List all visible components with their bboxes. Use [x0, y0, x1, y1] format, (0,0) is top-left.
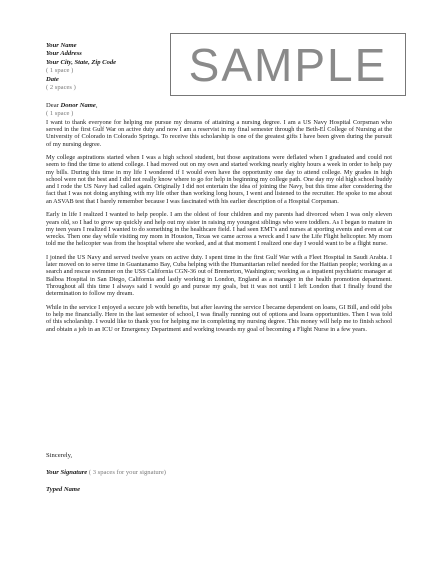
spacing-hint: ( 1 space ) — [46, 110, 74, 118]
sender-block — [46, 42, 116, 92]
spacer — [46, 477, 166, 485]
spacing-hint: ( 2 spaces ) — [46, 84, 76, 92]
sample-watermark-text: SAMPLE — [188, 38, 388, 91]
paragraph: I joined the US Navy and served twelve years on active duty. I spent time in the first Gulf War with a Fleet Hospital in Saudi Arabia. I later moved on to serve time in Guantanamo Bay, Cuba helping with the Humanitarian relief needed for the Haitian people; working as a search and rescue swimmer on the USS California CGN-36 out of Bremerton, Washington; working as a inpatient psychiatric manager at Balboa Hospital in San Diego, California and lastly working in London, England as a manager in the health promotion department. Throughout all this time I always said I would go and pursue my goals, but it was not until I left London that I finally found the determination to follow my dream. — [46, 253, 392, 298]
paragraph: While in the service I enjoyed a secure job with benefits, but after leaving the service I became dependent on loans, GI Bill, and odd jobs to help me financially. Here in the last semester of school, I was finally running out of options and loans opportunities. Then I was told of this scholarship. I would like to thank you for helping me in completing my nursing degree. This money will help me to finish school and obtain a job in an ICU or Emergency Department and working towards my goal of becoming a Flight Nurse in a few years. — [46, 303, 392, 333]
closing-phrase: Sincerely, — [46, 452, 73, 459]
sender-name: Your Name — [46, 42, 77, 49]
closing-block — [46, 452, 166, 494]
signature-label: Your Signature — [46, 468, 88, 476]
sender-address: Your Address — [46, 50, 82, 58]
salutation-suffix: , — [95, 102, 98, 109]
typed-name: Typed Name — [46, 485, 80, 493]
spacer — [46, 460, 166, 468]
salutation — [46, 102, 392, 110]
paragraph: I want to thank everyone for helping me pursue my dreams of attaining a nursing degree. I am a US Navy Hospital Corpsman who served in the first Gulf War on active duty and now I am a reservist in my final semester through the Beth-El College of Nursing at the University of Colorado in Colorado Springs. To receive this scholarship is one of the greatest gifts I have been given during the pursuit of my nursing degree. — [46, 118, 392, 148]
donor-name: Donor Name — [60, 102, 96, 109]
salutation-prefix: Dear — [46, 102, 61, 109]
paragraph: My college aspirations started when I was a high school student, but those aspirations were deflated when I graduated and could not seem to find the time to attend college. I had moved out on my own and started working nearly eighty hours a week in order to help pay my bills. During this time in my life I wondered if I would even have the opportunity one day to attend college. My grades in high school were not the best and I did not really know where to go for help in beginning my college path. One day my old high school buddy and I rode the US Navy had called again. Originally I did not entertain the idea of joining the Navy, but this time after considering the fact that I was not doing anything with my life other than working long hours, I went and listened to the recruiter. He spoke to me about an ASVAB test that I barely remember because I was fascinated with his earlier description of a Hospital Corpsman. — [46, 154, 392, 205]
sample-watermark — [170, 33, 406, 96]
signature-line — [46, 469, 166, 477]
letter-date: Date — [46, 75, 59, 83]
signature-hint: ( 3 spaces for your signature) — [87, 468, 166, 476]
letter-body — [46, 102, 392, 339]
paragraph: Early in life I realized I wanted to help people. I am the oldest of four children and my parents had divorced when I was only eleven years old, so I had to grow up quickly and help out my sister in raising my youngest siblings who were toddlers. As I began to mature in my teen years I realized I wanted to do something in the healthcare field. I had seen EMT's and nurses at sporting events and even at car wrecks. Then one day while visiting my mom in Houston, Texas we came across a wreck and I saw the Life Flight helicopter. My mom told me the helicopter was from the hospital where she worked, and at that moment I realized one day I would want to be a flight nurse. — [46, 211, 392, 248]
sender-city-state-zip: Your City, State, Zip Code — [46, 58, 117, 66]
spacing-hint: ( 1 space ) — [46, 67, 74, 75]
